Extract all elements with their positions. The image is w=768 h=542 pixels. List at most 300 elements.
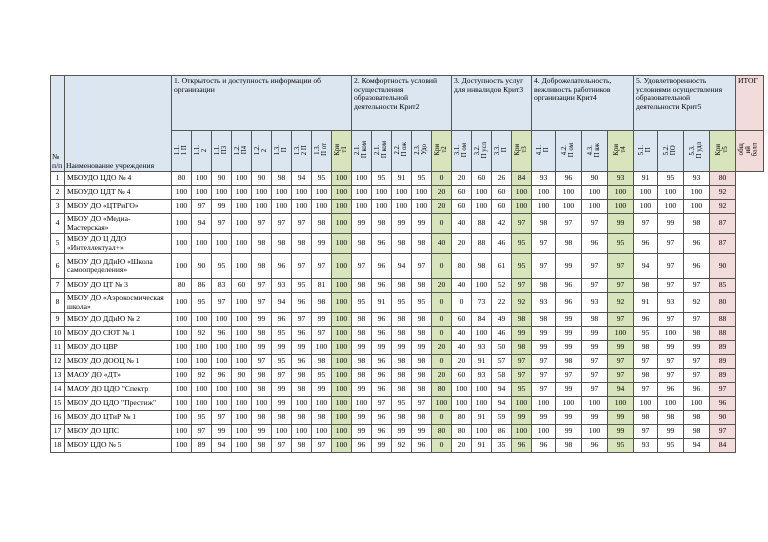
indicator-cell: 99 [582,341,608,355]
indicator-cell: 100 [292,200,312,214]
indicator-cell: 99 [684,341,710,355]
criterion-cell: 100 [332,254,352,279]
indicator-cell: 60 [452,200,472,214]
indicator-cell: 100 [172,234,192,254]
criterion-cell: 20 [432,369,452,383]
indicator-cell: 98 [684,425,710,439]
indicator-cell: 98 [412,355,432,369]
header-indicator-label: 4.2. П ом [560,142,575,157]
indicator-cell: 73 [472,293,492,313]
total-score-cell: 84 [710,439,736,453]
criterion-cell: 99 [608,411,634,425]
indicator-cell: 100 [582,425,608,439]
institution-name: МАОУ ДО ЦДО "Спектр [65,383,172,397]
criterion-cell: 97 [608,313,634,327]
header-indicator [392,131,412,172]
criterion-cell: 100 [332,172,352,186]
indicator-cell: 100 [684,186,710,200]
header-indicator [172,131,192,172]
criterion-cell: 0 [432,214,452,234]
total-score-cell: 90 [710,411,736,425]
institution-name: МБОУ ДО СЮТ № 1 [65,327,172,341]
indicator-cell: 100 [556,397,582,411]
indicator-cell: 98 [352,355,372,369]
table-row [51,327,764,341]
indicator-cell: 99 [372,439,392,453]
indicator-cell: 100 [212,383,232,397]
indicator-cell: 99 [658,425,684,439]
indicator-cell: 100 [232,327,252,341]
indicator-cell: 100 [658,186,684,200]
indicator-cell: 61 [492,254,512,279]
indicator-cell: 100 [312,341,332,355]
criterion-cell: 0 [432,411,452,425]
indicator-cell: 97 [252,279,272,293]
indicator-cell: 97 [658,369,684,383]
indicator-cell: 97 [658,279,684,293]
indicator-cell: 99 [658,214,684,234]
indicator-cell: 100 [172,293,192,313]
criterion-cell: 20 [432,200,452,214]
indicator-cell: 99 [412,214,432,234]
indicator-cell: 97 [252,214,272,234]
indicator-cell: 100 [392,200,412,214]
indicator-cell: 99 [212,200,232,214]
criterion-cell: 20 [432,341,452,355]
indicator-cell: 100 [232,439,252,453]
indicator-cell: 97 [556,369,582,383]
indicator-cell: 97 [272,439,292,453]
total-score-cell: 87 [710,214,736,234]
indicator-cell: 98 [684,214,710,234]
indicator-cell: 97 [252,293,272,313]
header-group-4: 4. Доброжелательность, вежливость работников организации Крит4 [532,76,634,131]
indicator-cell: 98 [412,279,432,293]
criterion-cell: 100 [512,186,532,200]
header-criterion [512,131,532,172]
indicator-cell: 99 [272,341,292,355]
indicator-cell: 100 [172,214,192,234]
indicator-cell: 94 [684,439,710,453]
indicator-cell: 98 [392,383,412,397]
criterion-cell: 100 [332,383,352,397]
indicator-cell: 98 [252,369,272,383]
indicator-cell: 98 [272,411,292,425]
criterion-cell: 100 [332,214,352,234]
header-number: № п/п [51,76,65,172]
indicator-cell: 96 [658,383,684,397]
indicator-cell: 99 [312,234,332,254]
indicator-cell: 96 [272,313,292,327]
indicator-cell: 98 [292,369,312,383]
indicator-cell: 100 [192,313,212,327]
indicator-cell: 80 [172,172,192,186]
indicator-cell: 96 [272,254,292,279]
criterion-cell: 95 [608,439,634,453]
indicator-cell: 98 [312,355,332,369]
indicator-cell: 95 [272,327,292,341]
criterion-cell: 100 [332,411,352,425]
table-row [51,279,764,293]
indicator-cell: 60 [232,279,252,293]
total-score-cell: 96 [710,397,736,411]
criterion-cell: 100 [332,425,352,439]
header-indicator [472,131,492,172]
indicator-cell: 100 [232,214,252,234]
indicator-cell: 99 [582,411,608,425]
header-indicator-label: 1.3. П от [313,143,328,157]
indicator-cell: 98 [532,313,556,327]
criterion-cell: 97 [608,355,634,369]
indicator-cell: 93 [272,279,292,293]
indicator-cell: 99 [352,383,372,397]
indicator-cell: 99 [392,425,412,439]
row-number: 7 [51,279,65,293]
institution-name: МАОУ ДО «ДТ» [65,369,172,383]
indicator-cell: 26 [492,172,512,186]
indicator-cell: 95 [312,369,332,383]
indicator-cell: 100 [272,425,292,439]
criterion-cell: 100 [512,200,532,214]
indicator-cell: 98 [352,369,372,383]
header-indicator [532,131,556,172]
indicator-cell: 98 [472,254,492,279]
indicator-cell: 40 [452,279,472,293]
institution-name: МБОУДО ЦДО № 4 [65,172,172,186]
indicator-cell: 99 [556,254,582,279]
indicator-cell: 92 [192,327,212,341]
criterion-cell: 84 [512,172,532,186]
indicator-cell: 99 [556,327,582,341]
indicator-cell: 94 [392,254,412,279]
indicator-cell: 100 [472,383,492,397]
header-indicator [684,131,710,172]
indicator-cell: 94 [292,172,312,186]
indicator-cell: 100 [658,397,684,411]
indicator-cell: 90 [232,369,252,383]
indicator-cell: 98 [556,234,582,254]
criterion-cell: 92 [608,293,634,313]
header-indicator [492,131,512,172]
indicator-cell: 93 [532,172,556,186]
indicator-cell: 95 [392,397,412,411]
indicator-cell: 93 [472,341,492,355]
indicator-cell: 60 [492,200,512,214]
indicator-cell: 100 [452,397,472,411]
header-indicator-label: Кри т1 [333,143,348,156]
indicator-cell: 0 [452,293,472,313]
indicator-cell: 95 [412,172,432,186]
institution-name: МБОУ ДО ДДиЮ № 2 [65,313,172,327]
header-name: Наименование учреждения [65,76,172,172]
header-total-score [736,131,764,172]
indicator-cell: 99 [312,383,332,397]
header-indicator [372,131,392,172]
criterion-cell: 100 [608,327,634,341]
indicator-cell: 100 [252,200,272,214]
indicator-cell: 96 [372,313,392,327]
indicator-cell: 99 [582,327,608,341]
indicator-cell: 96 [532,439,556,453]
total-score-cell: 88 [710,327,736,341]
indicator-cell: 100 [312,397,332,411]
indicator-cell: 99 [372,341,392,355]
header-indicator-label: 1.1. П3 [213,144,228,155]
indicator-cell: 98 [312,411,332,425]
indicator-cell: 100 [472,327,492,341]
indicator-cell: 100 [192,383,212,397]
indicator-cell: 97 [634,383,658,397]
indicator-cell: 46 [492,234,512,254]
row-number: 3 [51,200,65,214]
indicator-cell: 100 [172,369,192,383]
criterion-cell: 40 [432,234,452,254]
indicator-cell: 95 [392,293,412,313]
indicator-cell: 94 [212,439,232,453]
indicator-cell: 98 [412,313,432,327]
row-number: 12 [51,355,65,369]
indicator-cell: 96 [352,439,372,453]
indicator-cell: 91 [472,439,492,453]
header-indicator [634,131,658,172]
criterion-cell: 100 [512,425,532,439]
indicator-cell: 98 [392,411,412,425]
indicator-cell: 98 [292,439,312,453]
row-number: 16 [51,411,65,425]
indicator-cell: 95 [658,439,684,453]
header-indicator [292,131,312,172]
indicator-cell: 100 [232,234,252,254]
indicator-cell: 90 [212,172,232,186]
indicator-cell: 100 [192,341,212,355]
indicator-cell: 97 [684,369,710,383]
header-indicator-label: 2.1. П ком [353,141,368,159]
indicator-cell: 98 [252,411,272,425]
indicator-cell: 100 [292,425,312,439]
indicator-cell: 100 [232,425,252,439]
header-indicator-label: 3.3. П [493,144,508,155]
header-itog: ИТОГ [736,76,764,131]
criterion-cell: 98 [512,341,532,355]
indicator-cell: 52 [492,279,512,293]
indicator-cell: 100 [312,425,332,439]
table-row [51,313,764,327]
indicator-cell: 100 [232,293,252,313]
indicator-cell: 100 [232,355,252,369]
indicator-cell: 100 [634,186,658,200]
indicator-cell: 90 [252,172,272,186]
total-score-cell: 89 [710,369,736,383]
indicator-cell: 99 [352,425,372,439]
criterion-cell: 100 [512,397,532,411]
criterion-cell: 97 [608,369,634,383]
indicator-cell: 100 [532,425,556,439]
indicator-cell: 100 [658,327,684,341]
indicator-cell: 95 [352,293,372,313]
header-indicator-label: 1.1. 2 [193,144,208,155]
indicator-cell: 97 [312,254,332,279]
indicator-cell: 100 [172,313,192,327]
indicator-cell: 99 [352,341,372,355]
row-number: 4 [51,214,65,234]
criterion-cell: 100 [432,397,452,411]
criterion-cell: 100 [332,341,352,355]
indicator-cell: 80 [172,279,192,293]
header-indicator-label: 2.1. П ком [373,141,388,159]
indicator-cell: 98 [658,411,684,425]
indicator-cell: 95 [658,172,684,186]
indicator-cell: 96 [292,327,312,341]
criterion-cell: 97 [512,369,532,383]
indicator-cell: 97 [532,355,556,369]
indicator-cell: 98 [392,355,412,369]
header-indicator-label: 4.3. П вж [586,142,601,157]
header-indicator-label: Кри т4 [612,143,627,156]
indicator-cell: 100 [532,397,556,411]
criterion-cell: 99 [608,341,634,355]
indicator-cell: 93 [472,369,492,383]
indicator-cell: 93 [658,293,684,313]
indicator-cell: 95 [634,327,658,341]
indicator-cell: 97 [412,397,432,411]
indicator-cell: 100 [172,425,192,439]
indicator-cell: 100 [392,186,412,200]
indicator-cell: 94 [272,293,292,313]
indicator-cell: 100 [472,279,492,293]
indicator-cell: 94 [192,214,212,234]
indicator-cell: 99 [532,411,556,425]
header-indicator [582,131,608,172]
indicator-cell: 98 [412,234,432,254]
indicator-cell: 97 [658,254,684,279]
indicator-cell: 97 [684,279,710,293]
indicator-cell: 97 [582,279,608,293]
table-row [51,369,764,383]
indicator-cell: 99 [352,214,372,234]
indicator-cell: 80 [452,425,472,439]
total-score-cell: 92 [710,186,736,200]
indicator-cell: 96 [212,369,232,383]
row-number: 2 [51,186,65,200]
indicator-cell: 100 [232,172,252,186]
criterion-cell: 99 [512,411,532,425]
header-indicator-label: общ ий балл [738,143,759,157]
total-score-cell: 85 [710,279,736,293]
indicator-cell: 40 [452,214,472,234]
indicator-cell: 100 [352,172,372,186]
header-indicator-label: 5.1. П [637,144,652,155]
row-number: 17 [51,425,65,439]
indicator-cell: 98 [312,214,332,234]
indicator-cell: 88 [472,234,492,254]
header-indicator-label: 3.2. П усл [473,141,488,158]
indicator-cell: 96 [684,254,710,279]
header-indicator-label: 1.3. П [273,144,288,155]
indicator-cell: 98 [684,411,710,425]
indicator-cell: 98 [556,439,582,453]
indicator-cell: 59 [492,411,512,425]
indicator-cell: 93 [582,293,608,313]
criterion-cell: 80 [432,383,452,397]
row-number: 9 [51,313,65,327]
indicator-cell: 97 [312,327,332,341]
criterion-cell: 99 [608,425,634,439]
indicator-cell: 97 [556,214,582,234]
row-number: 1 [51,172,65,186]
indicator-cell: 98 [252,439,272,453]
indicator-cell: 58 [492,369,512,383]
indicator-cell: 99 [556,313,582,327]
indicator-cell: 100 [582,397,608,411]
indicator-cell: 86 [192,279,212,293]
institution-name: МБОУДО ЦДТ № 4 [65,186,172,200]
indicator-cell: 93 [532,293,556,313]
indicator-cell: 95 [312,172,332,186]
row-number: 10 [51,327,65,341]
indicator-cell: 97 [582,214,608,234]
header-indicator-label: 2.2. П ож [393,142,408,158]
indicator-cell: 99 [556,425,582,439]
indicator-cell: 97 [582,355,608,369]
criterion-cell: 94 [608,383,634,397]
total-score-cell: 92 [710,200,736,214]
indicator-cell: 98 [292,383,312,397]
indicator-cell: 98 [412,327,432,341]
total-score-cell: 80 [710,293,736,313]
indicator-cell: 98 [252,383,272,397]
criterion-cell: 99 [512,327,532,341]
indicator-cell: 50 [492,341,512,355]
indicator-cell: 98 [634,279,658,293]
indicator-cell: 100 [556,200,582,214]
indicator-cell: 98 [292,411,312,425]
header-indicator [212,131,232,172]
indicator-cell: 100 [172,327,192,341]
criterion-cell: 100 [608,186,634,200]
criterion-cell: 97 [512,355,532,369]
indicator-cell: 98 [392,313,412,327]
indicator-cell: 98 [532,279,556,293]
indicator-cell: 100 [192,397,212,411]
indicator-cell: 99 [352,411,372,425]
indicator-cell: 98 [252,254,272,279]
indicator-cell: 96 [684,234,710,254]
indicator-cell: 99 [212,425,232,439]
rating-table [50,75,764,453]
indicator-cell: 97 [658,234,684,254]
indicator-cell: 60 [452,369,472,383]
criterion-cell: 97 [608,254,634,279]
indicator-cell: 98 [352,279,372,293]
institution-name: МБОУ ДО Ц ДДО «Интеллектуал+» [65,234,172,254]
indicator-cell: 99 [312,313,332,327]
indicator-cell: 100 [232,383,252,397]
indicator-cell: 97 [212,214,232,234]
indicator-cell: 97 [582,254,608,279]
indicator-cell: 97 [412,254,432,279]
header-indicator [658,131,684,172]
criterion-cell: 93 [608,172,634,186]
indicator-cell: 99 [556,411,582,425]
indicator-cell: 98 [292,234,312,254]
criterion-cell: 97 [608,279,634,293]
indicator-cell: 99 [392,214,412,234]
indicator-cell: 93 [684,172,710,186]
indicator-cell: 97 [252,355,272,369]
indicator-cell: 96 [372,279,392,293]
indicator-cell: 95 [212,254,232,279]
criterion-cell: 95 [608,234,634,254]
